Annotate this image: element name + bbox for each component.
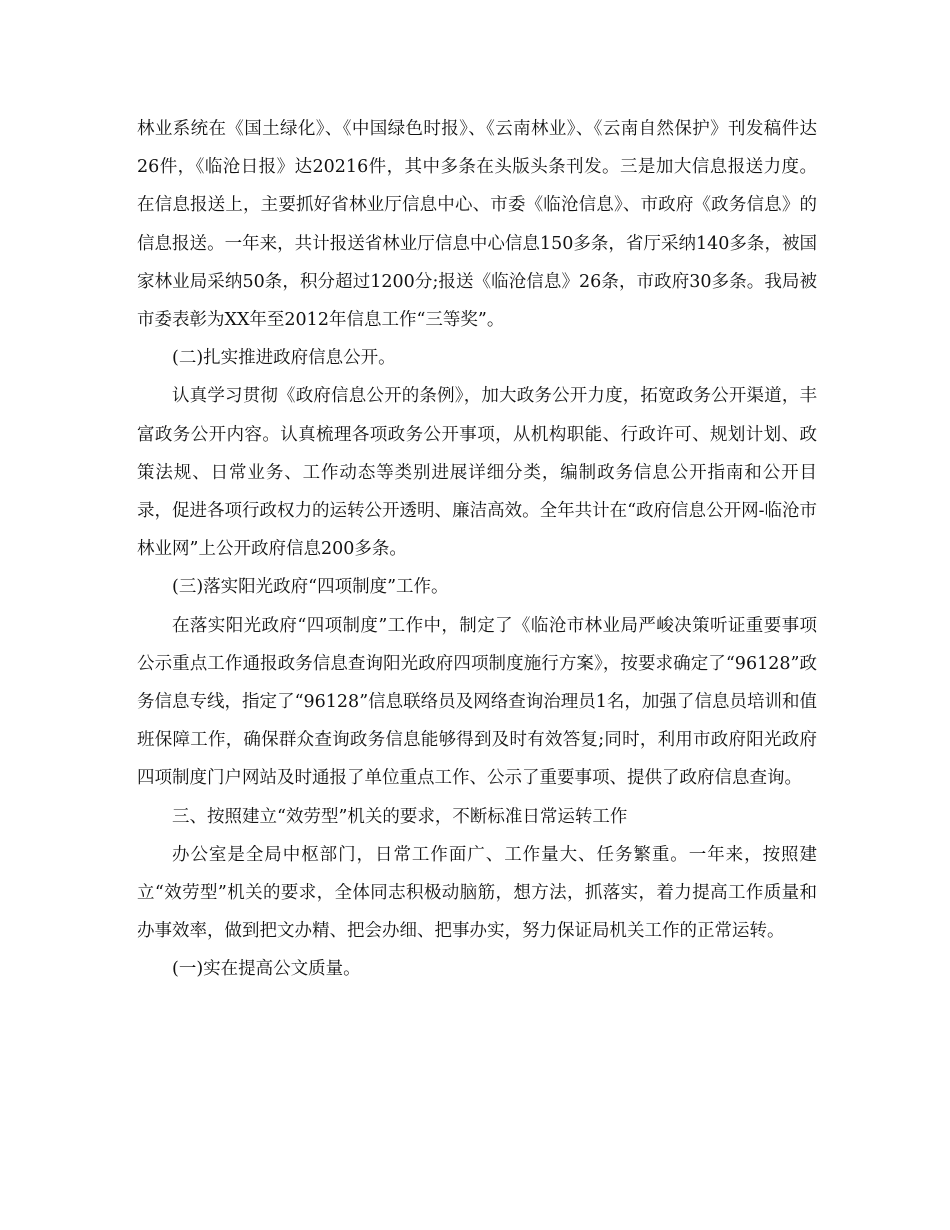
- chapter-heading-3: 三、按照建立“效劳型”机关的要求，不断标准日常运转工作: [172, 806, 628, 827]
- paragraph-continued: 林业系统在《国土绿化》、《中国绿色时报》、《云南林业》、《云南自然保护》刊发稿件达26件，《临沧日报》达20216件，其中多条在头版头条刊发。三是加大信息报送力度。在信息报送上，主要抓好省林业厅信息中心、市委《临沧信息》、市政府《政务信息》的信息报送。一年来，共计报送省林业厅信息中心信息150多条，省厅采纳140多条，被国家林业局采纳50条，积分超过1200分;报送《临沧信息》26条，市政府30多条。我局被市委表彰为XX年至2012年信息工作“三等奖”。: [137, 119, 817, 331]
- paragraph-office-work: 办公室是全局中枢部门，日常工作面广、工作量大、任务繁重。一年来，按照建立“效劳型”机关的要求，全体同志积极动脑筋，想方法，抓落实，着力提高工作质量和办事效率，做到把文办精、把会办细、把事办实，努力保证局机关工作的正常运转。: [137, 844, 817, 942]
- paragraph-info-disclosure: 认真学习贯彻《政府信息公开的条例》，加大政务公开力度，拓宽政务公开渠道，丰富政务公开内容。认真梳理各项政务公开事项，从机构职能、行政许可、规划计划、政策法规、日常业务、工作动态等类别进展详细分类，编制政务信息公开指南和公开目录，促进各项行政权力的运转公开透明、廉洁高效。全年共计在“政府信息公开网-临沧市林业网”上公开政府信息200多条。: [137, 386, 817, 560]
- section-heading-3: (三)落实阳光政府“四项制度”工作。: [172, 577, 449, 598]
- section-heading-1: (一)实在提高公文质量。: [172, 959, 361, 980]
- paragraph-four-systems: 在落实阳光政府“四项制度”工作中，制定了《临沧市林业局严峻决策听证重要事项公示重点工作通报政务信息查询阳光政府四项制度施行方案》，按要求确定了“96128”政务信息专线，指定了“96128”信息联络员及网络查询治理员1名，加强了信息员培训和值班保障工作，确保群众查询政务信息能够得到及时有效答复;同时，利用市政府阳光政府四项制度门户网站及时通报了单位重点工作、公示了重要事项、提供了政府信息查询。: [137, 615, 817, 789]
- document-body: [137, 110, 817, 989]
- section-heading-2: (二)扎实推进政府信息公开。: [172, 348, 396, 369]
